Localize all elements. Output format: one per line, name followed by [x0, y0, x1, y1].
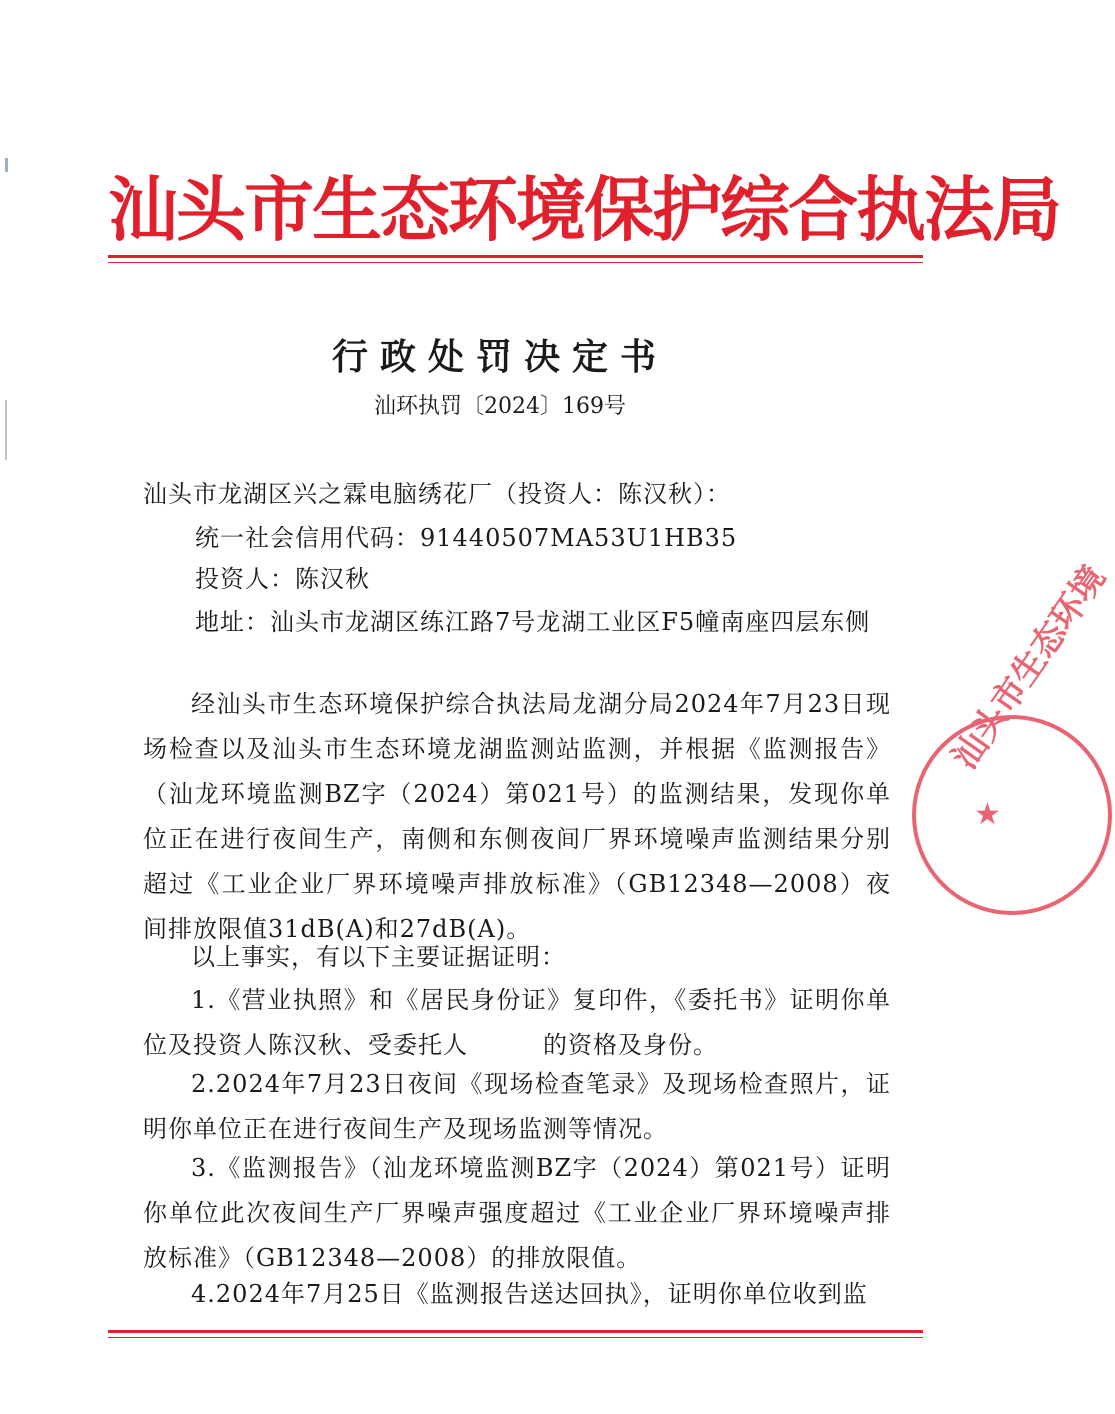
official-seal-text: 汕头市生态环境 [944, 558, 1114, 777]
document-title: 行政处罚决定书 [331, 336, 668, 378]
evidence-item-1: 1.《营业执照》和《居民身份证》复印件，《委托书》证明你单位及投资人陈汉秋、受委托人 的资格及身份。 [143, 986, 891, 1059]
facts-paragraph: 经汕头市生态环境保护综合执法局龙湖分局2024年7月23日现场检查以及汕头市生态环境龙湖监测站监测，并根据《监测报告》（汕龙环境监测BZ字（2024）第021号）的监测结果，发现你单位正在进行夜间生产，南侧和东侧夜间厂界环境噪声监测结果分别超过《工业企业厂界环境噪声排放标准》（GB12348—2008）夜间排放限值31dB(A)和27dB(A)。 [143, 690, 891, 943]
scan-artifact [5, 158, 8, 172]
evidence-intro: 以上事实，有以下主要证据证明： [191, 943, 566, 971]
address-line: 地址：汕头市龙湖区练江路7号龙湖工业区F5幢南座四层东侧 [195, 608, 871, 636]
evidence-item-2: 2.2024年7月23日夜间《现场检查笔录》及现场检查照片，证明你单位正在进行夜间生产及现场监测等情况。 [143, 1070, 891, 1143]
addressee-line: 汕头市龙湖区兴之霖电脑绣花厂（投资人：陈汉秋）： [143, 480, 731, 508]
credit-code-line: 统一社会信用代码：91440507MA53U1HB35 [195, 524, 738, 552]
evidence-item-3: 3.《监测报告》（汕龙环境监测BZ字（2024）第021号）证明你单位此次夜间生产厂界噪声强度超过《工业企业厂界环境噪声排放标准》（GB12348—2008）的排放限值。 [143, 1154, 891, 1272]
header-red-rule [108, 255, 923, 258]
footer-red-rule-thin [108, 1337, 923, 1338]
footer-red-rule [108, 1330, 923, 1333]
document-number: 汕环执罚〔2024〕169号 [374, 394, 626, 419]
agency-header-title: 汕头市生态环境保护综合执法局 [108, 168, 1060, 251]
official-seal [912, 558, 1114, 915]
scan-artifact [5, 400, 7, 460]
seal-star-icon: ★ [974, 797, 1001, 832]
header-red-rule-thin [108, 262, 923, 263]
evidence-item-4: 4.2024年7月25日《监测报告送达回执》，证明你单位收到监 [191, 1280, 868, 1308]
investor-line: 投资人：陈汉秋 [195, 565, 370, 593]
